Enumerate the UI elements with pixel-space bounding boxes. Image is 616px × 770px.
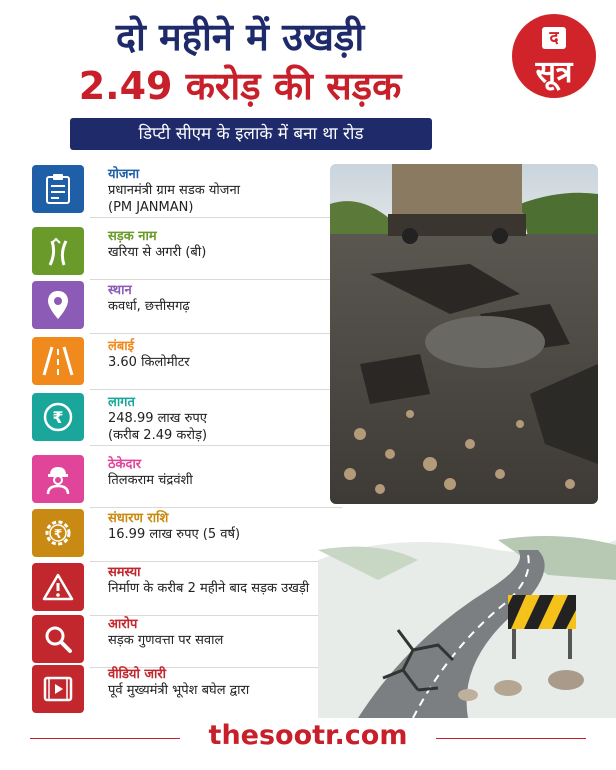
cost-label: लागत [108, 395, 135, 410]
rupee-gear-icon [32, 509, 84, 557]
clipboard-icon [32, 165, 84, 213]
road-sign-icon [32, 227, 84, 275]
info-row-cost [26, 390, 342, 444]
headline-line-1: दो महीने में उखड़ी [115, 15, 365, 59]
info-row-contractor [26, 452, 342, 506]
info-row-problem [26, 560, 342, 614]
problem-label: समस्या [108, 565, 141, 580]
maintenance-label: संधारण राशि [108, 511, 169, 526]
info-row-scheme [26, 162, 342, 216]
road-name-value: खरिया से अगरी (बी) [108, 245, 207, 260]
location-pin-icon [32, 281, 84, 329]
info-row-location [26, 278, 342, 332]
warning-icon [32, 563, 84, 611]
scheme-label: योजना [108, 167, 140, 182]
info-row-video [26, 662, 342, 716]
road-icon [32, 337, 84, 385]
video-value: पूर्व मुख्यमंत्री भूपेश बघेल द्वारा [108, 683, 250, 698]
length-label: लंबाई [108, 339, 134, 354]
contractor-label: ठेकेदार [108, 457, 142, 472]
location-label: स्थान [108, 283, 132, 298]
length-value: 3.60 किलोमीटर [108, 355, 190, 370]
damaged-road-photo [330, 164, 598, 504]
info-row-road-name [26, 224, 342, 278]
contractor-value: तिलकराम चंद्रवंशी [108, 473, 193, 488]
brand-logo [512, 14, 596, 98]
scheme-value: प्रधानमंत्री ग्राम सडक योजना (PM JANMAN) [108, 183, 241, 215]
problem-value: निर्माण के करीब 2 महीने बाद सड़क उखड़ी [108, 581, 310, 596]
subtitle-banner: डिप्टी सीएम के इलाके में बना था रोड [70, 118, 432, 150]
allegation-label: आरोप [108, 617, 138, 632]
magnifier-icon [32, 615, 84, 663]
divider [90, 445, 342, 446]
info-row-maintenance [26, 506, 342, 560]
rupee-icon [32, 393, 84, 441]
road-name-label: सड़क नाम [108, 229, 157, 244]
video-label: वीडियो जारी [108, 667, 167, 682]
divider [90, 217, 342, 218]
info-row-length [26, 334, 342, 388]
cost-value: 248.99 लाख रुपए (करीब 2.49 करोड़) [108, 411, 208, 443]
location-value: कवर्धा, छत्तीसगढ़ [108, 299, 190, 314]
logo-top-text: द [549, 28, 559, 48]
headline-line-2: 2.49 करोड़ की सड़क [78, 64, 402, 108]
worker-icon [32, 455, 84, 503]
logo-bottom-text: सूत्र [535, 55, 573, 90]
footer [0, 718, 616, 758]
website-link[interactable]: thesootr.com [208, 720, 408, 751]
video-icon [32, 665, 84, 713]
info-row-allegation [26, 612, 342, 666]
cracked-road-illustration [318, 520, 616, 718]
svg-text:₹: ₹ [53, 527, 63, 541]
maintenance-value: 16.99 लाख रुपए (5 वर्ष) [108, 527, 241, 542]
allegation-value: सड़क गुणवत्ता पर सवाल [108, 633, 224, 648]
logo-top-box [542, 27, 566, 49]
svg-text:₹: ₹ [52, 408, 64, 427]
